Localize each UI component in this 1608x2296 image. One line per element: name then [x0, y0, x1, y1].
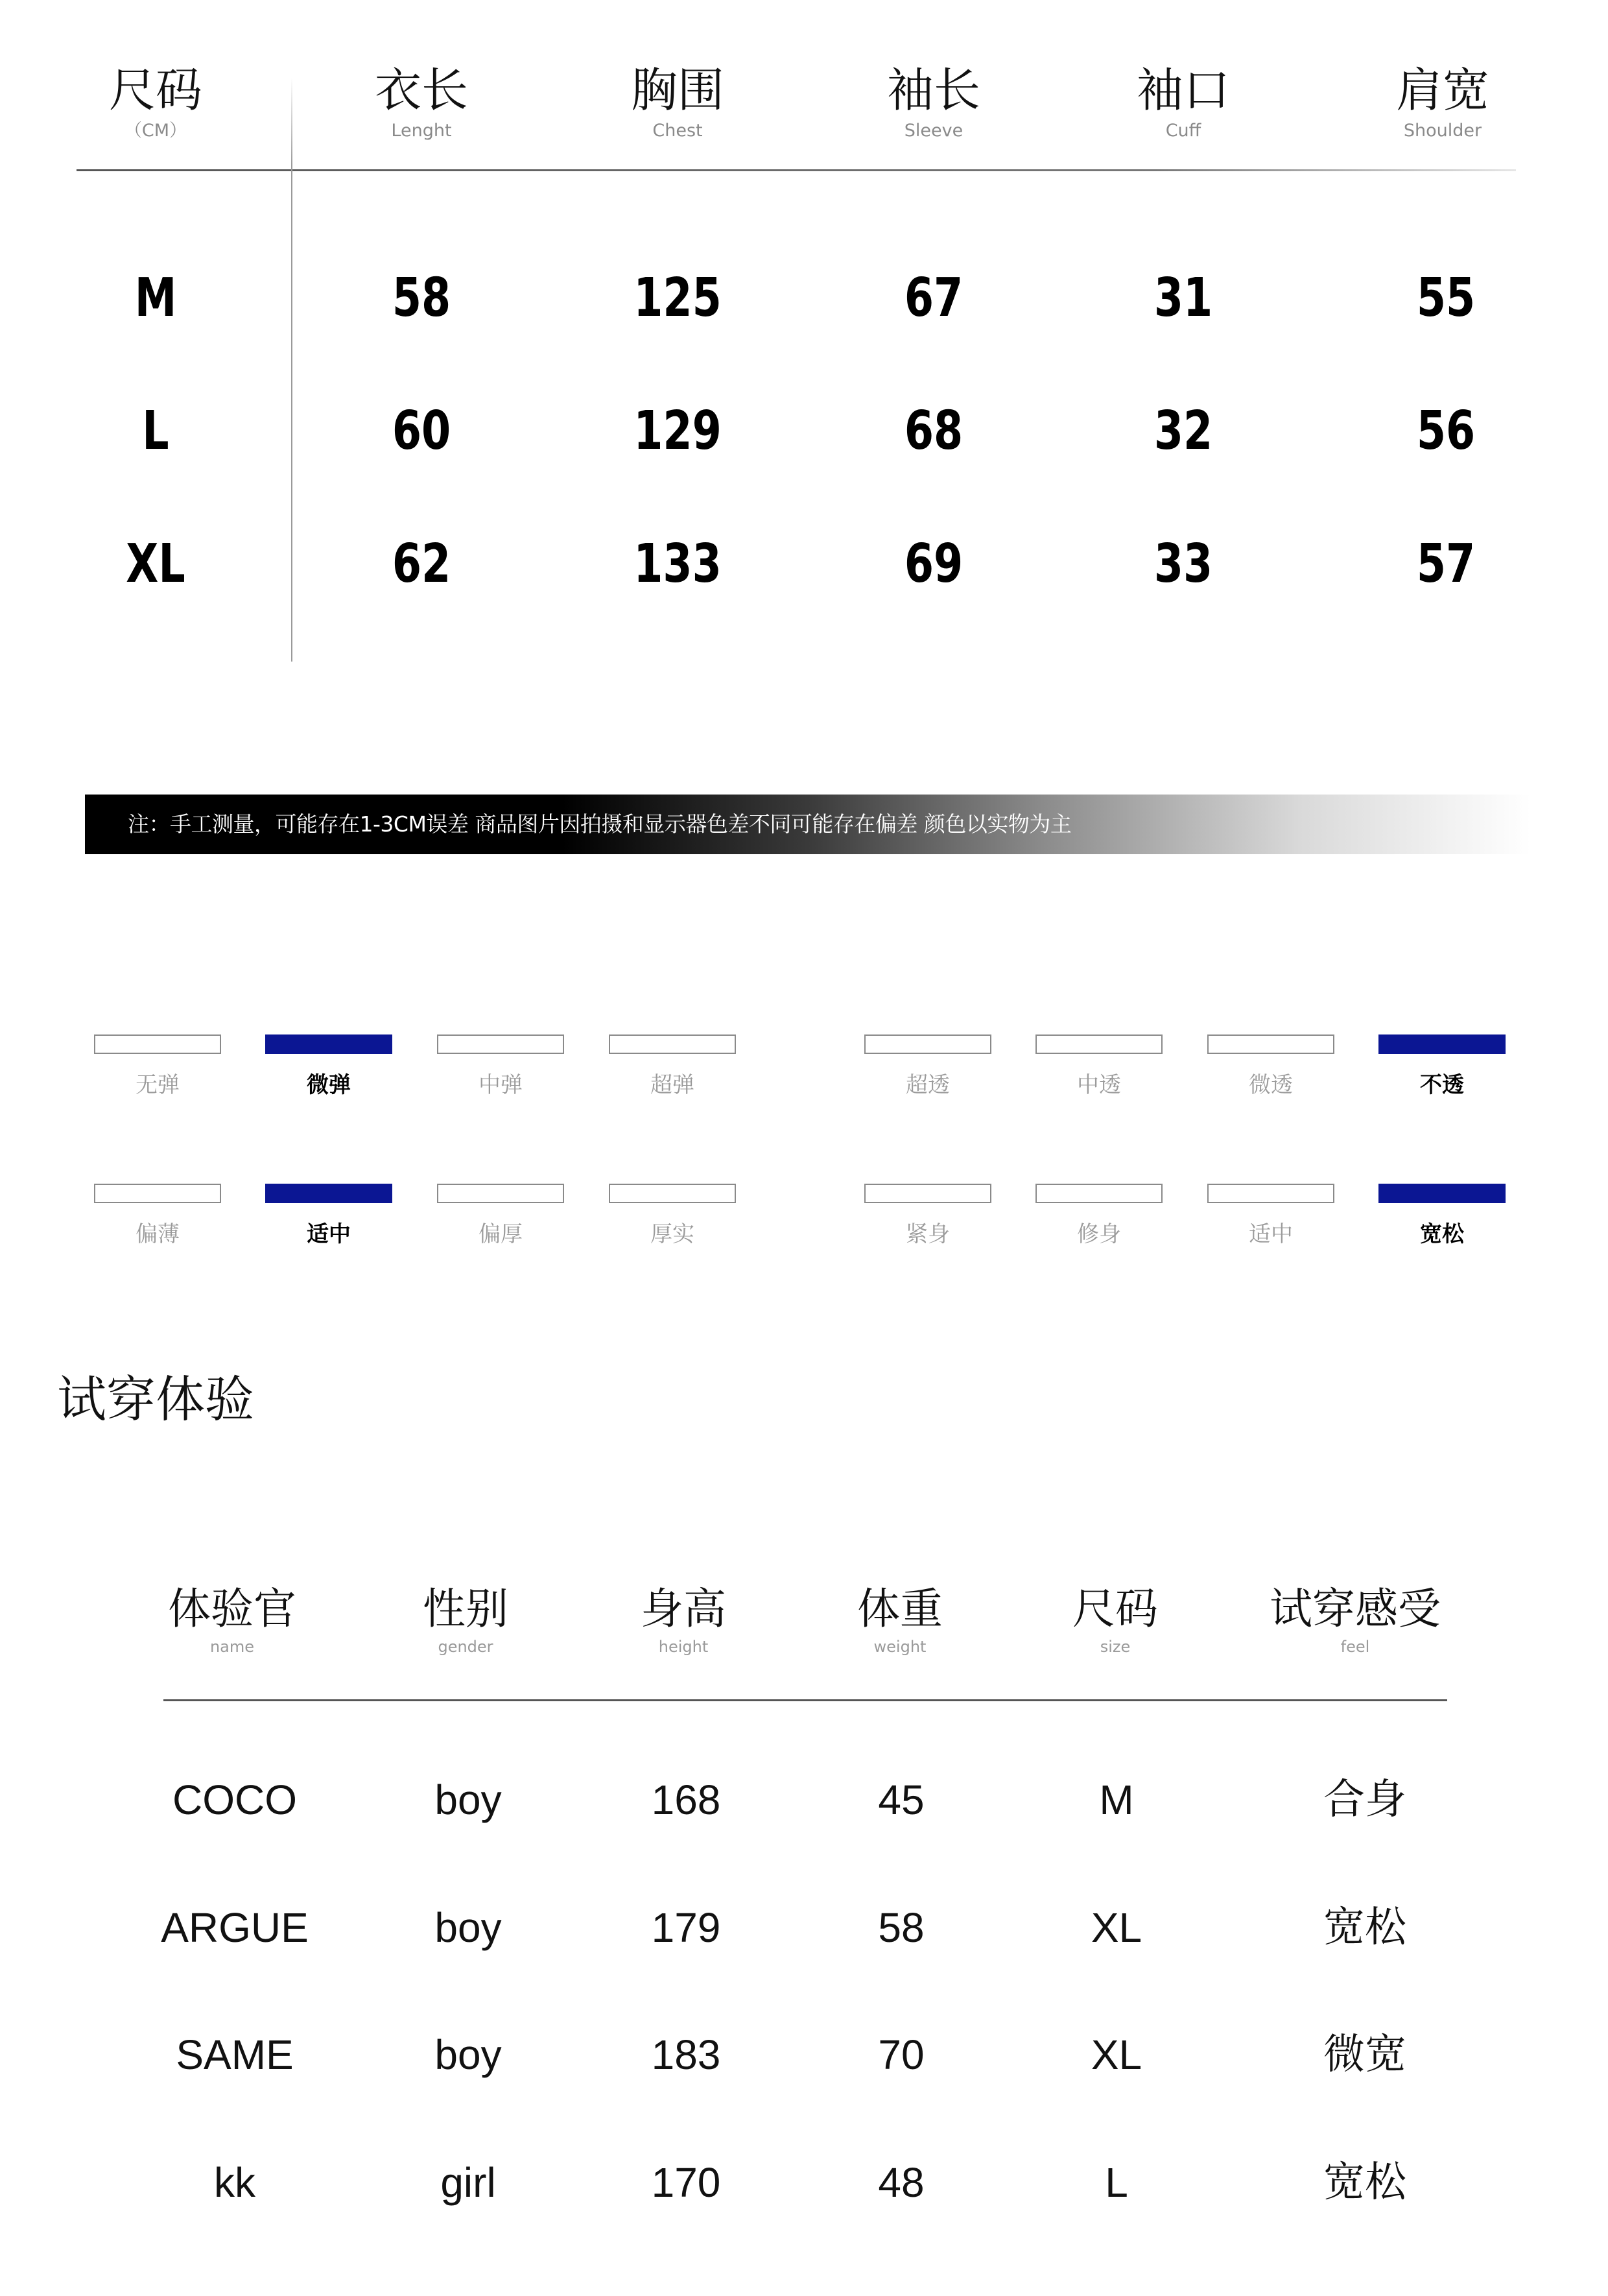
header-sublabel: Shoulder — [1403, 121, 1482, 141]
size-chart-header-length — [324, 62, 519, 144]
elasticity-option — [436, 1034, 565, 1099]
cuff-cell: 31 — [1153, 267, 1213, 329]
indicator-box — [437, 1034, 564, 1054]
transparency-option — [1377, 1034, 1507, 1099]
size-cell: M — [1099, 1776, 1134, 1823]
size-chart-header-chest — [580, 62, 775, 144]
size-chart-header-shoulder — [1345, 62, 1540, 144]
weight-cell: 58 — [878, 1904, 925, 1951]
chest-cell: 133 — [633, 533, 722, 595]
indicator-label: 偏厚 — [479, 1221, 523, 1247]
name-cell: ARGUE — [161, 1904, 309, 1951]
size-cell: XL — [126, 533, 185, 595]
size-chart-header-sleeve — [836, 62, 1031, 144]
indicator-label: 微弹 — [307, 1072, 351, 1098]
header-label: 袖口 — [1136, 63, 1230, 117]
indicator-box — [94, 1034, 221, 1054]
size-cell: M — [134, 267, 177, 329]
name-cell: kk — [214, 2159, 255, 2206]
header-label: 体验官 — [168, 1584, 296, 1634]
feel-cell: 宽松 — [1323, 1904, 1406, 1952]
header-label: 尺码 — [1072, 1584, 1158, 1634]
indicator-label: 不透 — [1420, 1072, 1464, 1098]
header-sublabel: weight — [873, 1638, 927, 1656]
indicator-box — [265, 1034, 392, 1054]
name-cell: SAME — [176, 2031, 294, 2078]
fitting-header-height — [573, 1583, 794, 1658]
height-cell: 183 — [651, 2031, 721, 2078]
fitting-header-size — [1005, 1583, 1225, 1658]
indicator-box — [94, 1184, 221, 1203]
header-sublabel: Chest — [652, 121, 703, 141]
size-cell: L — [142, 400, 169, 462]
indicator-label: 修身 — [1077, 1221, 1121, 1247]
cuff-cell: 32 — [1153, 400, 1213, 462]
header-label: 身高 — [641, 1584, 726, 1634]
name-cell: COCO — [172, 1776, 297, 1823]
fit-option — [1377, 1184, 1507, 1249]
shoulder-cell: 55 — [1416, 267, 1476, 329]
weight-cell: 70 — [878, 2031, 925, 2078]
elasticity-option — [608, 1034, 737, 1099]
header-label: 试穿感受 — [1270, 1584, 1441, 1634]
indicator-label: 微透 — [1249, 1072, 1293, 1098]
height-cell: 179 — [651, 1904, 721, 1951]
sleeve-cell: 67 — [904, 267, 964, 329]
gender-cell: boy — [434, 2031, 502, 2078]
gender-cell: girl — [440, 2159, 496, 2206]
indicator-label: 适中 — [307, 1221, 351, 1247]
indicator-label: 中弹 — [479, 1072, 523, 1098]
fitting-header-feel — [1245, 1583, 1465, 1658]
elasticity-option — [264, 1034, 394, 1099]
header-label: 袖长 — [886, 63, 980, 117]
indicator-box — [864, 1034, 991, 1054]
size-chart-header-cuff — [1086, 62, 1281, 144]
header-label: 性别 — [423, 1584, 508, 1634]
fitting-section-title: 试穿体验 — [57, 1370, 254, 1428]
indicator-box — [265, 1184, 392, 1203]
header-label: 体重 — [857, 1584, 943, 1634]
chest-cell: 125 — [633, 267, 722, 329]
header-sublabel: （CM） — [124, 121, 187, 141]
transparency-option — [1034, 1034, 1164, 1099]
indicator-box — [1378, 1184, 1506, 1203]
transparency-option — [1206, 1034, 1336, 1099]
length-cell: 60 — [392, 400, 451, 462]
indicator-box — [1378, 1034, 1506, 1054]
indicator-box — [609, 1034, 736, 1054]
size-cell: XL — [1091, 2031, 1142, 2078]
height-cell: 168 — [651, 1776, 721, 1823]
fitting-header-gender — [355, 1583, 576, 1658]
thickness-option — [436, 1184, 565, 1249]
length-cell: 62 — [392, 533, 451, 595]
fit-option — [1206, 1184, 1336, 1249]
indicator-box — [1207, 1034, 1334, 1054]
gender-cell: boy — [434, 1904, 502, 1951]
indicator-label: 超透 — [906, 1072, 950, 1098]
fitting-header-name — [122, 1583, 342, 1658]
thickness-option — [93, 1184, 222, 1249]
gender-cell: boy — [434, 1776, 502, 1823]
indicator-box — [1035, 1034, 1163, 1054]
size-chart-header-size — [58, 62, 253, 144]
header-sublabel: Lenght — [391, 121, 452, 141]
indicator-box — [437, 1184, 564, 1203]
fitting-header-divider — [163, 1699, 1447, 1701]
chest-cell: 129 — [633, 400, 722, 462]
size-chart-column-divider — [291, 78, 292, 662]
header-label: 尺码 — [108, 63, 202, 117]
thickness-option — [264, 1184, 394, 1249]
thickness-option — [608, 1184, 737, 1249]
header-sublabel: size — [1100, 1638, 1131, 1656]
indicator-label: 厚实 — [650, 1221, 694, 1247]
indicator-label: 无弹 — [136, 1072, 180, 1098]
indicator-box — [609, 1184, 736, 1203]
header-sublabel: Sleeve — [904, 121, 964, 141]
size-chart-header-divider — [77, 169, 1516, 171]
indicator-label: 偏薄 — [136, 1221, 180, 1247]
indicator-box — [864, 1184, 991, 1203]
header-sublabel: feel — [1340, 1638, 1370, 1656]
size-cell: XL — [1091, 1904, 1142, 1951]
header-sublabel: gender — [438, 1638, 493, 1656]
weight-cell: 48 — [878, 2159, 925, 2206]
feel-cell: 合身 — [1323, 1776, 1406, 1824]
fit-option — [863, 1184, 993, 1249]
transparency-option — [863, 1034, 993, 1099]
header-sublabel: Cuff — [1165, 121, 1201, 141]
weight-cell: 45 — [878, 1776, 925, 1823]
measurement-note-text: 注：手工测量，可能存在1-3CM误差 商品图片因拍摄和显示器色差不同可能存在偏差 颜色以实物为主 — [128, 811, 1072, 837]
header-sublabel: name — [209, 1638, 255, 1656]
header-label: 衣长 — [374, 63, 468, 117]
cuff-cell: 33 — [1153, 533, 1213, 595]
header-sublabel: height — [658, 1638, 709, 1656]
shoulder-cell: 56 — [1416, 400, 1476, 462]
length-cell: 58 — [392, 267, 451, 329]
measurement-note-banner — [85, 795, 1531, 854]
indicator-label: 超弹 — [650, 1072, 694, 1098]
size-cell: L — [1105, 2159, 1128, 2206]
sleeve-cell: 68 — [904, 400, 964, 462]
indicator-box — [1035, 1184, 1163, 1203]
indicator-label: 紧身 — [906, 1221, 950, 1247]
indicator-label: 适中 — [1249, 1221, 1293, 1247]
indicator-box — [1207, 1184, 1334, 1203]
feel-cell: 宽松 — [1323, 2158, 1406, 2206]
header-label: 胸围 — [630, 63, 724, 117]
header-label: 肩宽 — [1395, 63, 1489, 117]
indicator-label: 中透 — [1077, 1072, 1121, 1098]
fitting-header-weight — [790, 1583, 1010, 1658]
sleeve-cell: 69 — [904, 533, 964, 595]
height-cell: 170 — [651, 2159, 721, 2206]
fit-option — [1034, 1184, 1164, 1249]
feel-cell: 微宽 — [1323, 2031, 1406, 2079]
indicator-label: 宽松 — [1420, 1221, 1464, 1247]
shoulder-cell: 57 — [1416, 533, 1476, 595]
elasticity-option — [93, 1034, 222, 1099]
